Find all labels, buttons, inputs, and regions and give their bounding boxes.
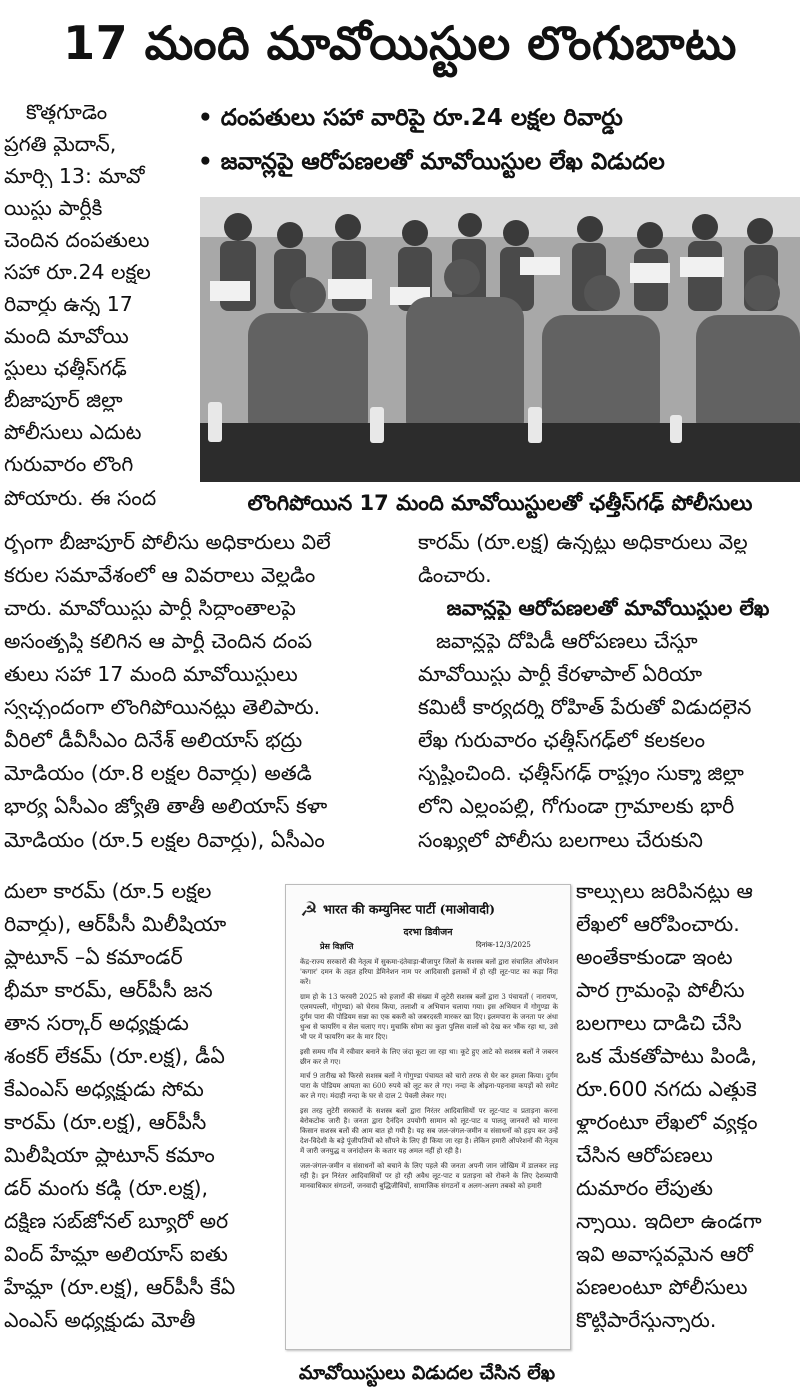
text-line: స్టులు ఛత్తీస్‌గఢ్ [4,356,127,380]
text-line: ప్రగతి మైదాన్, [4,132,117,156]
text-line: అంతేకాకుండా ఇంట [576,945,733,969]
bullet-dot-icon: • [198,149,221,175]
text-line: తాన సర్కార్ అధ్యక్షుడు [4,1011,189,1035]
text-line: కారమ్ (రూ.లక్ష) ఉన్నట్లు అధికారులు వెల్ల [418,530,748,554]
text-line: మంది మావోయి [4,324,129,348]
letter-date: दिनांक-12/3/2025 [476,941,531,949]
text-line: ఒక మేకతోపాటు పిండి, [576,1044,758,1068]
text-line: పోలీసులు ఎదుట [4,420,142,444]
text-line: కమిటీ కార్యదర్శి రోహిత్ పేరుతో విడుదలైన [418,695,752,719]
text-line: ర్భంగా బీజాపూర్ పోలీసు అధికారులు విలే [4,530,331,554]
letter-paragraph: केंद्र-राज्य सरकारों की नेतृत्व में सुकमा-दंतेवाड़ा-बीजापुर जिलों के सशस्त्र बलों द्वारा संचालित ऑपरेशन 'कगार' दमन के तहत हरिया डेमिनेशन नाम पर आदिवासी इलाकों में हो रही लूट-पाट का कड़ा निंदा करें। [300,958,558,987]
letter-paragraph: मार्च 9 तारीख को फिरसे सशस्त्र बलों ने गोगुण्डा पंचायत को चारो तरफ से घेर कर हमला किया। दुर्गम पारा के पोडियम आयता का 600 रुपये को लूट कर ले गए। नन्दा के ओढ़ना-पहनावा कपड़ों को समेट कर ले गए। मंदाही नन्दा के घर से दाल 2 पेवली लेकर गए। [300,1072,558,1101]
text-line: బలగాలు దాడిచి చేసి [576,1011,742,1035]
bullet-text: దంపతులు సహా వారిపై రూ.24 లక్షల రివార్డు [220,105,623,131]
text-line: కరుల సమావేశంలో ఆ వివరాలు వెల్లడిం [4,563,316,587]
photo-caption: లొంగిపోయిన 17 మంది మావోయిస్టులతో ఛత్తీస్‌గఢ్ పోలీసులు [247,491,753,515]
text-line: సంఖ్యలో పోలీసు బలగాలు చేరుకుని [418,828,703,852]
letter-caption: మావోయిస్టులు విడుదల చేసిన లేఖ [298,1362,556,1384]
text-line: యిస్టు పార్టీకి [4,196,103,220]
text-line: భీమా కారమ్, ఆర్‌పీసీ జన [4,978,213,1002]
section-subheading: జవాన్లపై ఆరోపణలతో మావోయిస్టుల లేఖ [446,596,770,620]
text-line: స్వచ్ఛందంగా లొంగిపోయినట్లు తెలిపారు. [4,695,321,719]
text-line: రూ.600 నగదు ఎత్తుకె [576,1077,757,1101]
text-line: డించారు. [418,563,492,587]
text-line: చేసిన ఆరోపణలు [576,1143,713,1167]
text-line: న్నాయి. ఇదిలా ఉండగా [576,1209,762,1233]
text-line: మిలీషియా ప్లాటూన్ కమాం [4,1143,215,1167]
text-line: కారమ్ (రూ.లక్ష), ఆర్‌పీసీ [4,1110,207,1134]
text-line: హేమ్లా (రూ.లక్ష), ఆర్‌పీసీ కేఏ [4,1275,236,1299]
text-line: మోడియం (రూ.8 లక్షల రివార్డు) అతడి [4,761,312,785]
text-line: తులు సహా 17 మంది మావోయిస్టులు [4,662,298,686]
headline: 17 మంది మావోయిస్టుల లొంగుబాటు [63,16,737,70]
text-line: మావోయిస్టు పార్టీ కేరళాపాల్ ఏరియా [418,662,703,686]
text-line: శంకర్ లేకమ్ (రూ.లక్ష), డీఏ [4,1044,225,1068]
text-line: సృష్టించింది. ఛత్తీస్‌గఢ్ రాష్ట్రం సుక్మా జిల్లా [418,761,744,785]
text-line: ఎంఎస్ అధ్యక్షుడు మోతీ [4,1308,196,1332]
text-line: రివార్డు), ఆర్‌పీసీ మిలీషియా [4,912,227,936]
text-line: భార్య ఏసీఎం జ్యోతి తాతీ అలియాస్ కళా [4,794,328,818]
hammer-sickle-icon: ☭ [300,897,318,921]
letter-paragraph: ग्राम हो के 13 फरवरी 2025 को हजारों की संख्या में लुटेरी सशस्त्र बलों द्वारा 3 पंचायतों ( नारायण, एलमपल्ली, गोगुण्डा) को घेराव किया, तलाशी व अभियान चलाया गया। इस अभियान में गोगुण्डा के दुर्गम पारा की पोडियम सन्ना का एक बकरी को जबरदस्ती मारकर खा दिए। इलमपारा के जनता पर अंधा धुन्ध से फायरिंग व सेल चलाए गए। मुचाकि सोमा का कुता पुलिस वालों को देख कर भौंक रहा था, उसे भी पर में फायरिंग कर के मार दिए। [300,992,558,1042]
bullet-text: జవాన్లపై ఆరోపణలతో మావోయిస్టుల లేఖ విడుదల [220,149,665,175]
letter-header [300,897,556,925]
text-line: లేఖలో ఆరోపించారు. [576,912,740,936]
text-line: ళ్లారంటూ లేఖలో వ్యక్తం [576,1110,758,1134]
letter-press-label: प्रेस विज्ञप्ति [320,941,354,951]
text-line: రివార్డు ఉన్న 17 [4,292,133,316]
letter-paragraph: जल-जंगल-जमीन व संसाधनों को बचाने के लिए पहले की जनता अपनी जान जोखिम में डालकर लड़ रही है। इन निरंतर आदिवासियों पर हो रही अवैध लूट-पाट व प्रताड़ना को रोकने के लिए देशव्यापी मानवाधिकार संगठनों, जनवादी बुद्धिजीवियों, सामाजिक संगठनों व अलग-अलग तबको को हमारी [300,1161,558,1191]
text-line: మోడియం (రూ.5 లక్షల రివార్డు), ఏసీఎం [4,828,325,852]
text-line: పార గ్రామంపై పోలీసు [576,978,745,1002]
text-line: సహా రూ.24 లక్షల [4,260,151,284]
text-line: డర్ మంగు కడ్తి (రూ.లక్ష), [4,1176,208,1200]
text-line: కొట్టిపారేస్తున్నారు. [576,1308,717,1332]
text-line: వీరిలో డీవీసీఎం దినేశ్ అలియాస్ భద్రు [4,728,303,752]
text-line: లేఖ గురువారం ఛత్తీస్‌గఢ్‌లో కలకలం [418,728,705,752]
text-line: బీజాపూర్ జిల్లా [4,388,123,412]
maoist-letter-image [285,884,571,1350]
text-line: పణలంటూ పోలీసులు [576,1275,748,1299]
letter-paragraph: इसी समय गाँव में रवीवार बनाने के लिए जंदा कूटा जा रहा था। कूटे हुए आटे को सशस्त्र बलों ने जबरन छीन कर ले गए। [300,1047,558,1066]
group-photo-image [200,197,800,482]
text-line: ప్లాటూన్ –ఏ కమాండర్ [4,945,183,969]
letter-paragraph: इस तरह लुटेरी सरकारों के सशस्त्र बलों द्वारा निरंतर आदिवासियों पर लूट-पाट व प्रताड़ना करना बेरोकटोक जारी है। जनता द्वारा दैनंदिन उपयोगी सामान को लूट-पाट व पालतू जानवरों को मारना किसान सशस्त्र बलों की आम बात हो गयी है। यह सब जल-जंगल-जमीन व संसाधनों को हड़प कर उन्हें देश-विदेशी के बड़े पूंजीपतियों को सौंपने के लिए ही किया जा रहा है। लेकिन हमारी ऑपरेशनों की नेतृत्व में जारी जनयुद्ध व जनांदोलन के कतार यह अमल नहीं हो रही है। [300,1106,558,1156]
text-line: చారు. మావోయిస్టు పార్టీ సిద్ధాంతాలపై [4,596,296,620]
text-line: జవాన్లపై దోపిడీ ఆరోపణలు చేస్తూ [436,629,698,653]
text-line: దులా కారమ్ (రూ.5 లక్షల [4,879,212,903]
text-line: లోని ఎల్లంపల్లి, గోగుండా గ్రామాలకు భారీ [418,794,735,818]
text-line: మార్చి 13: మావో [4,164,145,188]
bullet-item [198,98,623,138]
letter-body [300,957,558,1195]
text-line: దక్షిణ సబ్‌జోనల్ బ్యూరో అర [4,1209,229,1233]
text-line: వింద్ హేమ్లా అలియాస్ ఐతు [4,1242,228,1266]
bullet-dot-icon: • [198,105,221,131]
text-line: కొత్తగూడెం [26,100,108,124]
text-line: కేఎంఎస్ అధ్యక్షుడు సోమ [4,1077,204,1101]
text-line: అసంతృప్తి కలిగిన ఆ పార్టీ చెందిన దంప [4,629,313,653]
bullet-item [198,142,665,182]
text-line: దుమారం లేపుతు [576,1176,713,1200]
text-line: చెందిన దంపతులు [4,228,150,252]
text-line: ఇవి అవాస్తవమైన ఆరో [576,1242,753,1266]
group-photo [200,197,800,482]
letter-party-title: भारत की कम्युनिस्ट पार्टी (माओवादी) [323,901,496,917]
letter-division: दरभा डिवीजन [403,927,453,938]
text-line: కాల్పులు జరిపినట్లు ఆ [576,879,753,903]
text-line: గురువారం లొంగి [4,452,134,476]
text-line: పోయారు. ఈ సంద [4,486,157,510]
